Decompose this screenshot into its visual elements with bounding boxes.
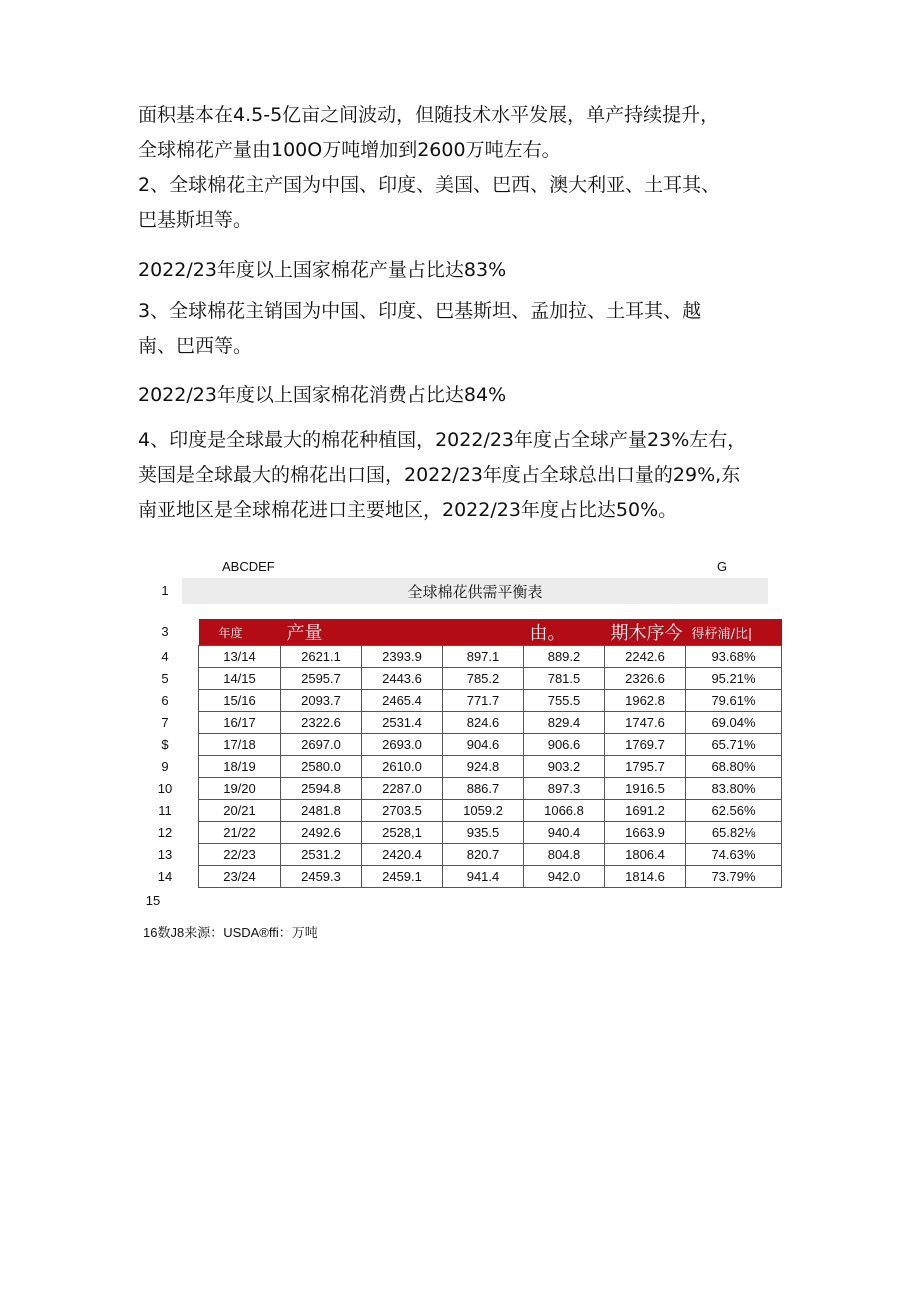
text-line: 全球棉花产量由100O万吨增加到2600万吨左右。 <box>138 139 561 161</box>
row-number: $ <box>161 737 169 752</box>
column-letters-left: ABCDEF <box>222 559 275 574</box>
table-cell: 2465.4 <box>362 690 443 712</box>
table-row <box>199 844 782 866</box>
table-cell: 2703.5 <box>362 800 443 822</box>
row-number: 3 <box>161 624 169 639</box>
table-cell: 69.04% <box>686 712 782 734</box>
table-row <box>199 778 782 800</box>
table-cell: 18/19 <box>199 756 281 778</box>
paragraph-main-consumers <box>138 294 798 364</box>
row-number: 15 <box>145 893 161 908</box>
table-cell: 1769.7 <box>605 734 686 756</box>
row-number: 5 <box>161 671 169 686</box>
row-number: 12 <box>157 825 173 840</box>
text-line: 2022/23年度以上国家棉花消费占比达84% <box>138 384 507 406</box>
text-line: 面积基本在4.5-5亿亩之间波动，但随技术水平发展，单产持续提升， <box>138 104 720 126</box>
table-cell: 65.71% <box>686 734 782 756</box>
table-cell: 897.1 <box>443 646 524 668</box>
table-cell: 2697.0 <box>281 734 362 756</box>
table-cell: 93.68% <box>686 646 782 668</box>
table-cell: 2393.9 <box>362 646 443 668</box>
table-cell: 1663.9 <box>605 822 686 844</box>
table-cell: 2459.3 <box>281 866 362 888</box>
table-row <box>199 800 782 822</box>
table-cell: 829.4 <box>524 712 605 734</box>
table-cell: 2595.7 <box>281 668 362 690</box>
table-cell: 2420.4 <box>362 844 443 866</box>
table-cell: 2621.1 <box>281 646 362 668</box>
source-note: 16数J8来源：USDA®ffi：万吨 <box>143 925 318 940</box>
table-cell: 1806.4 <box>605 844 686 866</box>
table-cell: 2594.8 <box>281 778 362 800</box>
table-cell: 1814.6 <box>605 866 686 888</box>
table-cell: 2459.1 <box>362 866 443 888</box>
text-line: 2、全球棉花主产国为中国、印度、美国、巴西、澳大利亚、土耳其、 <box>138 174 721 196</box>
table-cell: 942.0 <box>524 866 605 888</box>
row-number: 9 <box>161 759 169 774</box>
table-cell: 2492.6 <box>281 822 362 844</box>
table-cell: 73.79% <box>686 866 782 888</box>
table-cell: 83.80% <box>686 778 782 800</box>
table-cell: 2443.6 <box>362 668 443 690</box>
row-number: 6 <box>161 693 169 708</box>
table-cell: 2287.0 <box>362 778 443 800</box>
cotton-balance-table <box>198 619 782 888</box>
text-line: 2022/23年度以上国家棉花产量占比达83% <box>138 259 507 281</box>
table-cell: 2326.6 <box>605 668 686 690</box>
table-cell: 935.5 <box>443 822 524 844</box>
table-cell: 1916.5 <box>605 778 686 800</box>
table-cell: 1795.7 <box>605 756 686 778</box>
row-number: 13 <box>157 847 173 862</box>
table-cell: 771.7 <box>443 690 524 712</box>
table-cell: 2481.8 <box>281 800 362 822</box>
table-cell: 21/22 <box>199 822 281 844</box>
table-cell: 62.56% <box>686 800 782 822</box>
table-cell: 886.7 <box>443 778 524 800</box>
table-cell: 65.82⅛ <box>686 822 782 844</box>
header-production: 产量 <box>281 619 362 646</box>
table-cell: 2693.0 <box>362 734 443 756</box>
table-cell: 824.6 <box>443 712 524 734</box>
header-ending-stock: 期木序今 <box>605 619 686 646</box>
table-cell: 889.2 <box>524 646 605 668</box>
table-title: 全球棉花供需平衡表 <box>182 578 768 604</box>
column-letter-right: G <box>717 559 728 574</box>
table-cell: 2528,1 <box>362 822 443 844</box>
header-consumption <box>362 619 443 646</box>
table-cell: 16/17 <box>199 712 281 734</box>
table-cell: 2322.6 <box>281 712 362 734</box>
table-cell: 1962.8 <box>605 690 686 712</box>
text-line: 4、印度是全球最大的棉花种植国，2022/23年度占全球产量23%左右， <box>138 429 747 451</box>
table-cell: 940.4 <box>524 822 605 844</box>
table-cell: 820.7 <box>443 844 524 866</box>
header-year: 年度 <box>199 619 281 646</box>
header-import <box>443 619 524 646</box>
table-cell: 19/20 <box>199 778 281 800</box>
header-export: 由。 <box>524 619 605 646</box>
table-cell: 23/24 <box>199 866 281 888</box>
table-cell: 2531.4 <box>362 712 443 734</box>
table-cell: 20/21 <box>199 800 281 822</box>
table-cell: 755.5 <box>524 690 605 712</box>
table-cell: 74.63% <box>686 844 782 866</box>
row-number: 7 <box>161 715 169 730</box>
paragraph-area-yield <box>138 98 798 168</box>
table-cell: 1747.6 <box>605 712 686 734</box>
table-cell: 2610.0 <box>362 756 443 778</box>
row-number: 14 <box>157 869 173 884</box>
table-cell: 22/23 <box>199 844 281 866</box>
table-cell: 904.6 <box>443 734 524 756</box>
table-cell: 68.80% <box>686 756 782 778</box>
text-line: 南亚地区是全球棉花进口主要地区，2022/23年度占比达50%。 <box>138 499 678 521</box>
table-cell: 2242.6 <box>605 646 686 668</box>
table-header-row <box>199 619 782 646</box>
table-cell: 13/14 <box>199 646 281 668</box>
text-line: 荚国是全球最大的棉花出口国，2022/23年度占全球总出口量的29%,东 <box>138 464 741 486</box>
row-number: 4 <box>161 649 169 664</box>
table-cell: 781.5 <box>524 668 605 690</box>
row-number: 10 <box>157 781 173 796</box>
table-cell: 1066.8 <box>524 800 605 822</box>
table-cell: 2093.7 <box>281 690 362 712</box>
table-row <box>199 756 782 778</box>
table-row <box>199 646 782 668</box>
table-row <box>199 734 782 756</box>
table-cell: 924.8 <box>443 756 524 778</box>
table-cell: 897.3 <box>524 778 605 800</box>
table-row <box>199 822 782 844</box>
text-line: 3、全球棉花主销国为中国、印度、巴基斯坦、孟加拉、土耳其、越 <box>138 300 702 322</box>
paragraph-india-trade <box>138 423 798 528</box>
table-cell: 79.61% <box>686 690 782 712</box>
table-cell: 2531.2 <box>281 844 362 866</box>
table-cell: 2580.0 <box>281 756 362 778</box>
table-cell: 785.2 <box>443 668 524 690</box>
table-cell: 14/15 <box>199 668 281 690</box>
row-number: 11 <box>158 803 172 818</box>
table-cell: 1691.2 <box>605 800 686 822</box>
text-line: 巴基斯坦等。 <box>138 209 253 231</box>
table-cell: 15/16 <box>199 690 281 712</box>
table-cell: 903.2 <box>524 756 605 778</box>
header-stock-ratio: 得杼浦/比| <box>686 619 782 646</box>
paragraph-production-share <box>138 253 798 288</box>
table-row <box>199 668 782 690</box>
table-cell: 1059.2 <box>443 800 524 822</box>
table-row <box>199 690 782 712</box>
table-cell: 906.6 <box>524 734 605 756</box>
table-row <box>199 866 782 888</box>
table-cell: 941.4 <box>443 866 524 888</box>
table-row <box>199 712 782 734</box>
row-number: 1 <box>161 583 169 598</box>
table-cell: 17/18 <box>199 734 281 756</box>
text-line: 南、巴西等。 <box>138 335 253 357</box>
table-cell: 95.21% <box>686 668 782 690</box>
paragraph-consumption-share <box>138 378 798 413</box>
table-cell: 804.8 <box>524 844 605 866</box>
paragraph-main-producers <box>138 168 798 238</box>
